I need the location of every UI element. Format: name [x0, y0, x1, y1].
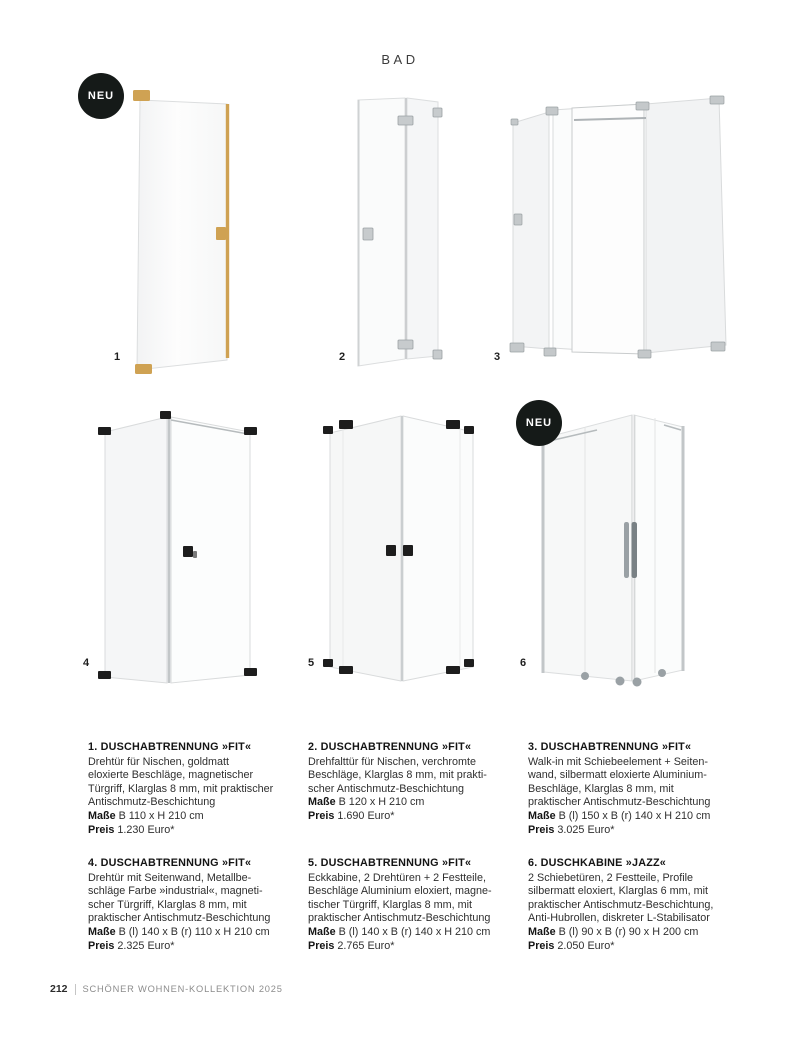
product-figure-2	[348, 88, 453, 373]
product-number-1: 1	[114, 351, 121, 363]
section-title: BAD	[381, 52, 419, 67]
shower-door-gold-image	[115, 78, 250, 380]
sliding-cabin-silver-image	[518, 405, 708, 710]
price-label: Preis	[308, 809, 335, 822]
product-text-line: Beschläge, Klarglas 8 mm, mit	[528, 782, 674, 795]
product-dimensions	[308, 796, 520, 810]
product-text-line: Drehtür mit Seitenwand, Metallbe-	[88, 871, 252, 884]
product-text-line: Eckkabine, 2 Drehtüren + 2 Festteile,	[308, 871, 486, 884]
product-figure-1	[115, 78, 250, 380]
product-title: 6. DUSCHKABINE »JAZZ«	[528, 857, 666, 869]
dimensions-label: Maße	[528, 925, 556, 938]
product-number-6: 6	[520, 657, 527, 669]
product-title: 4. DUSCHABTRENNUNG »FIT«	[88, 857, 252, 869]
product-dimensions	[88, 926, 300, 940]
price-value: 3.025 Euro*	[557, 823, 615, 836]
product-price	[88, 940, 300, 954]
product-dimensions	[528, 926, 740, 940]
corner-cabin-black-image	[312, 402, 487, 702]
shower-folding-door-image	[348, 88, 453, 373]
product-text-line: scher Antischmutz-Beschichtung	[308, 782, 465, 795]
price-label: Preis	[528, 823, 555, 836]
neu-badge-product-1: NEU	[78, 73, 124, 119]
product-price	[308, 940, 520, 954]
product-figure-6	[518, 405, 708, 710]
product-text-line: Beschläge Aluminium eloxiert, magne-	[308, 885, 492, 898]
footer-divider	[75, 984, 76, 995]
product-description-4	[88, 857, 300, 953]
price-value: 2.325 Euro*	[117, 939, 175, 952]
product-description-6	[528, 857, 740, 953]
product-text-line: Drehtür für Nischen, goldmatt	[88, 755, 230, 768]
product-text-line: praktischer Antischmutz-Beschichtung	[88, 912, 271, 925]
corner-enclosure-black-image	[88, 398, 273, 703]
dimensions-label: Maße	[308, 796, 336, 809]
product-description-1	[88, 741, 300, 837]
dimensions-value: B (l) 140 x B (r) 110 x H 210 cm	[118, 925, 270, 938]
product-price	[88, 824, 300, 838]
product-text-line: praktischer Antischmutz-Beschichtung,	[528, 898, 714, 911]
product-text-line: silbermatt eloxiert, Klarglas 6 mm, mit	[528, 885, 708, 898]
product-text-line: schläge Farbe »industrial«, magneti-	[88, 885, 263, 898]
product-price	[528, 940, 740, 954]
product-dimensions	[88, 810, 300, 824]
neu-badge-product-6: NEU	[516, 400, 562, 446]
product-text-line: Beschläge, Klarglas 8 mm, mit prakti-	[308, 769, 487, 782]
product-text-line: Türgriff, Klarglas 8 mm, mit praktischer	[88, 782, 274, 795]
dimensions-value: B (l) 90 x B (r) 90 x H 200 cm	[558, 925, 699, 938]
price-value: 1.230 Euro*	[117, 823, 175, 836]
dimensions-label: Maße	[528, 809, 556, 822]
product-text-line: eloxierte Beschläge, magnetischer	[88, 769, 254, 782]
dimensions-value: B (l) 150 x B (r) 140 x H 210 cm	[558, 809, 711, 822]
product-title: 2. DUSCHABTRENNUNG »FIT«	[308, 741, 472, 753]
product-dimensions	[308, 926, 520, 940]
product-text-line: 2 Schiebetüren, 2 Festteile, Profile	[528, 871, 694, 884]
price-label: Preis	[88, 939, 115, 952]
product-number-3: 3	[494, 351, 501, 363]
price-value: 1.690 Euro*	[337, 809, 395, 822]
product-title: 1. DUSCHABTRENNUNG »FIT«	[88, 741, 252, 753]
product-text-line: Anti-Hubrollen, diskreter L-Stabilisator	[528, 912, 710, 925]
product-dimensions	[528, 810, 740, 824]
dimensions-label: Maße	[88, 809, 116, 822]
dimensions-value: B (l) 140 x B (r) 140 x H 210 cm	[338, 925, 491, 938]
product-description-3	[528, 741, 740, 837]
dimensions-value: B 110 x H 210 cm	[118, 809, 204, 822]
product-text-line: Drehfalttür für Nischen, verchromte	[308, 755, 477, 768]
price-value: 2.765 Euro*	[337, 939, 395, 952]
product-text-line: praktischer Antischmutz-Beschichtung	[528, 796, 711, 809]
product-figure-5	[312, 402, 487, 702]
collection-name: SCHÖNER WOHNEN-KOLLEKTION 2025	[82, 984, 283, 994]
walk-in-enclosure-image	[498, 92, 738, 380]
product-title: 3. DUSCHABTRENNUNG »FIT«	[528, 741, 692, 753]
product-text-line: wand, silbermatt eloxierte Aluminium-	[528, 769, 707, 782]
price-label: Preis	[528, 939, 555, 952]
dimensions-label: Maße	[88, 925, 116, 938]
product-text-line: Antischmutz-Beschichtung	[88, 796, 216, 809]
price-label: Preis	[88, 823, 115, 836]
product-description-5	[308, 857, 520, 953]
product-number-5: 5	[308, 657, 315, 669]
dimensions-value: B 120 x H 210 cm	[338, 796, 425, 809]
price-value: 2.050 Euro*	[557, 939, 615, 952]
price-label: Preis	[308, 939, 335, 952]
product-price	[528, 824, 740, 838]
product-text-line: Walk-in mit Schiebeelement + Seiten-	[528, 755, 708, 768]
product-text-line: scher Türgriff, Klarglas 8 mm, mit	[88, 898, 247, 911]
page-number: 212	[50, 983, 68, 995]
product-text-line: praktischer Antischmutz-Beschichtung	[308, 912, 491, 925]
product-number-2: 2	[339, 351, 346, 363]
dimensions-label: Maße	[308, 925, 336, 938]
product-price	[308, 810, 520, 824]
product-title: 5. DUSCHABTRENNUNG »FIT«	[308, 857, 472, 869]
product-description-2	[308, 741, 520, 824]
product-text-line: tischer Türgriff, Klarglas 8 mm, mit	[308, 898, 472, 911]
product-figure-4	[88, 398, 273, 703]
product-number-4: 4	[83, 657, 90, 669]
product-figure-3	[498, 92, 738, 380]
page-footer	[50, 983, 283, 995]
